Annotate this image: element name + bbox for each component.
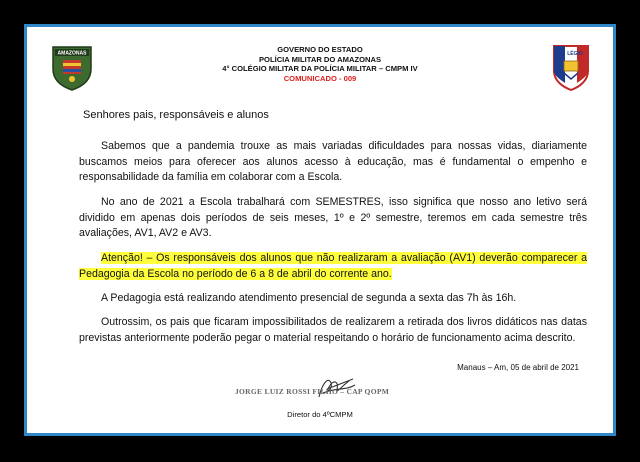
salutation: Senhores pais, responsáveis e alunos	[83, 109, 269, 121]
signatory-title: Diretor do 4ºCMPM	[287, 410, 353, 419]
crest-left-label: AMAZONAS	[57, 50, 87, 57]
paragraph-books: Outrossim, os pais que ficaram impossibilitados de realizarem a retirada dos livros didáticos nas datas previstas anteriormente poderão pegar o material respeitando o horário de funcionamento acima descrito.	[79, 316, 587, 344]
paragraph-semesters: No ano de 2021 a Escola trabalhará com SEMESTRES, isso significa que nosso ano letivo será dividido em apenas dois períodos de seis meses, 1º e 2º semestre, teremos em cada semestre três avaliações, AV1, AV2 e AV3.	[79, 196, 587, 239]
signatory-name: JORGE LUIZ ROSSI FILHO – CAP QOPM	[235, 387, 390, 396]
document-header	[27, 45, 613, 83]
paragraph-attention	[79, 251, 587, 282]
highlighted-notice: Atenção! – Os responsáveis dos alunos que não realizaram a avaliação (AV1) deverão comparecer a Pedagogia da Escola no período de 6 a 8 de abril do corrente ano.	[79, 252, 587, 280]
crest-right-label: LÉGIO	[567, 51, 583, 57]
document-page	[24, 24, 616, 436]
header-line-college: 4° COLÉGIO MILITAR DA POLÍCIA MILITAR – CMPM IV	[222, 64, 418, 74]
dateline: Manaus – Am, 05 de abril de 2021	[457, 363, 579, 372]
paragraph-hours: A Pedagogia está realizando atendimento presencial de segunda a sexta das 7h às 16h.	[101, 292, 517, 304]
header-line-government: GOVERNO DO ESTADO	[277, 45, 363, 54]
paragraph-pandemic: Sabemos que a pandemia trouxe as mais variadas dificuldades para nossas vidas, diariamente buscamos meios para oferecer aos alunos acesso à educação, mas é fundamental o empenho e responsabilidade da família em colaborar com a Escola.	[79, 140, 587, 183]
header-line-police: POLÍCIA MILITAR DO AMAZONAS	[258, 54, 382, 64]
college-crest-icon	[551, 43, 591, 91]
communique-number: COMUNICADO - 009	[283, 73, 357, 83]
